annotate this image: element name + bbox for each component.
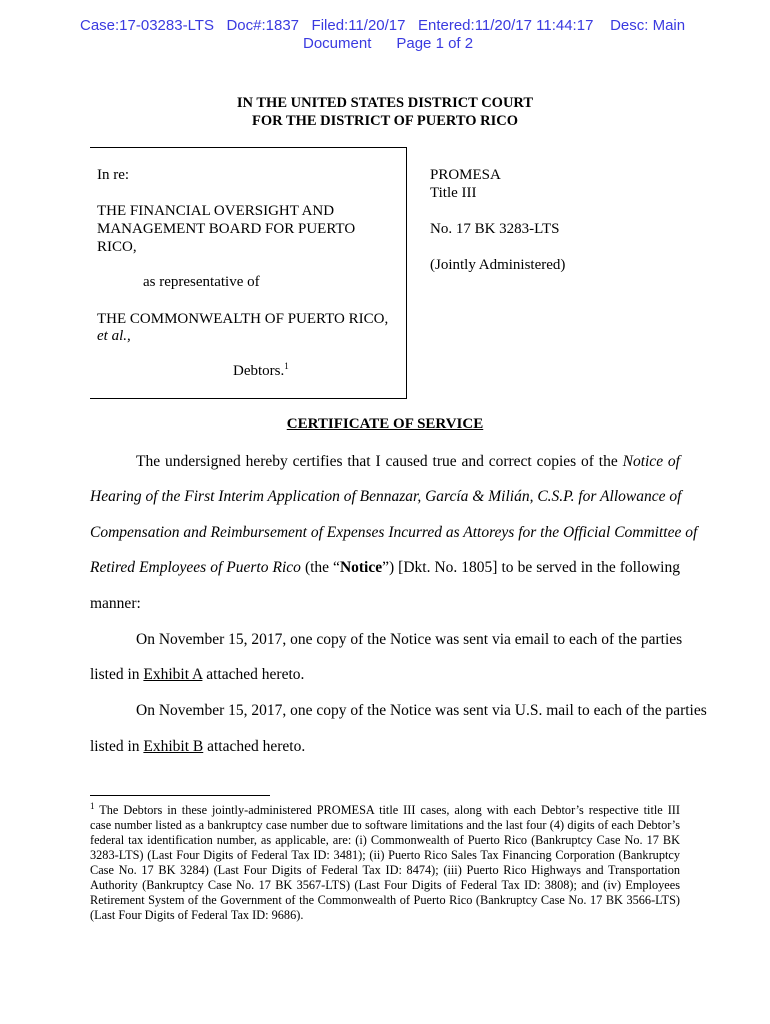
caption-board-line2: MANAGEMENT BOARD FOR PUERTO [97,221,356,237]
footnote [90,800,680,923]
caption-board-line1: THE FINANCIAL OVERSIGHT AND [97,203,335,219]
footnote-divider [90,795,270,796]
p1-l4-italic: Retired Employees of Puerto Rico [90,559,301,576]
p3-l2-text-b: attached hereto. [203,738,306,755]
exhibit-b-link[interactable]: Exhibit B [143,738,204,755]
footnote-line5: Case No. 17 BK 3284) (Last Four Digits of Federal Tax ID: 8474); (iii) Puerto Rico Highways and Transportation [90,863,680,877]
p1-l4-text-a: (the “ [300,559,340,576]
footnote-marker: 1 [90,800,95,811]
paragraph3-line1: On November 15, 2017, one copy of the Notice was sent via U.S. mail to each of the parties [136,702,707,719]
exhibit-a-link[interactable]: Exhibit A [143,666,203,683]
p3-l2-text-a: listed in [90,738,144,755]
court-heading-line1: IN THE UNITED STATES DISTRICT COURT [236,95,534,111]
p2-l2-text-b: attached hereto. [202,666,305,683]
caption-title-iii: Title III [430,185,477,201]
footnote-line6: Authority (Bankruptcy Case No. 17 BK 3567-LTS) (Last Four Digits of Federal Tax ID: 3808); and (iv) Employees [90,878,680,892]
caption-in-re: In re: [97,167,130,183]
p1-l3-italic: Compensation and Reimbursement of Expenses Incurred as Attoreys for the Official Committee of [90,524,698,541]
footnote-line8: (Last Four Digits of Federal Tax ID: 9686). [90,908,304,922]
paragraph2-line2 [90,665,680,685]
p1-l1-text: The undersigned hereby certifies that I caused true and correct copies of the [136,453,623,470]
footnote-line7: Retirement System of the Government of the Commonwealth of Puerto Rico (Bankruptcy Case No. 17 BK 3566-LTS) [90,893,680,907]
p1-l4-bold: Notice [339,559,383,576]
p1-l1-italic: Notice of [622,453,680,470]
footnote-line1-text: The Debtors in these jointly-administered PROMESA title III cases, along with each Debtor’s respective title III [94,803,680,817]
caption-as-representative: as representative of [143,274,260,290]
footnote-line4: 3283-LTS) (Last Four Digits of Federal Tax ID: 3481); (ii) Puerto Rico Sales Tax Financing Corporation (Bankruptcy [90,848,680,862]
paragraph1-line5: manner: [90,595,141,612]
p2-l2-text-a: listed in [90,666,144,683]
footnote-line3: federal tax identification number, as applicable, are: (i) Commonwealth of Puerto Rico (Bankruptcy Case No. 17 BK [90,833,680,847]
paragraph2-line1: On November 15, 2017, one copy of the Notice was sent via email to each of the parties [136,631,683,648]
caption-promesa: PROMESA [430,167,501,183]
court-heading-line2: FOR THE DISTRICT OF PUERTO RICO [251,113,519,129]
paragraph1-line4 [90,558,680,578]
caption-board-line3: RICO, [97,239,137,255]
certificate-title: CERTIFICATE OF SERVICE [286,416,484,432]
ecf-stamp-line2: Document Page 1 of 2 [303,35,474,52]
p1-l2-italic: Hearing of the First Interim Application of Bennazar, García & Milián, C.S.P. for Allowance of [90,488,682,505]
caption-case-number: No. 17 BK 3283-LTS [430,221,560,237]
paragraph1-line3 [90,523,698,543]
footnote-line2: case number listed as a bankruptcy case number due to software limitations and the last four (4) digits of each Debtor’s [90,818,680,832]
court-heading [0,94,770,130]
paragraph1-line1 [90,452,680,472]
paragraph3-line2 [90,737,680,757]
caption-jointly-administered: (Jointly Administered) [430,257,566,273]
paragraph1-line2 [90,487,680,507]
caption-et-al-text: et al. [97,328,127,344]
footnote-line1 [90,800,680,818]
caption-et-al [97,327,131,345]
caption-debtors [233,362,289,380]
caption-footnote-ref[interactable]: 1 [284,361,289,371]
ecf-stamp-line1: Case:17-03283-LTS Doc#:1837 Filed:11/20/17 Entered:11/20/17 11:44:17 Desc: Main [80,17,686,34]
p1-l4-text-b: ”) [Dkt. No. 1805] to be served in the following [382,559,680,576]
caption-debtors-text: Debtors. [233,363,285,379]
caption-commonwealth: THE COMMONWEALTH OF PUERTO RICO, [97,311,389,327]
caption-et-al-comma: , [127,328,131,344]
